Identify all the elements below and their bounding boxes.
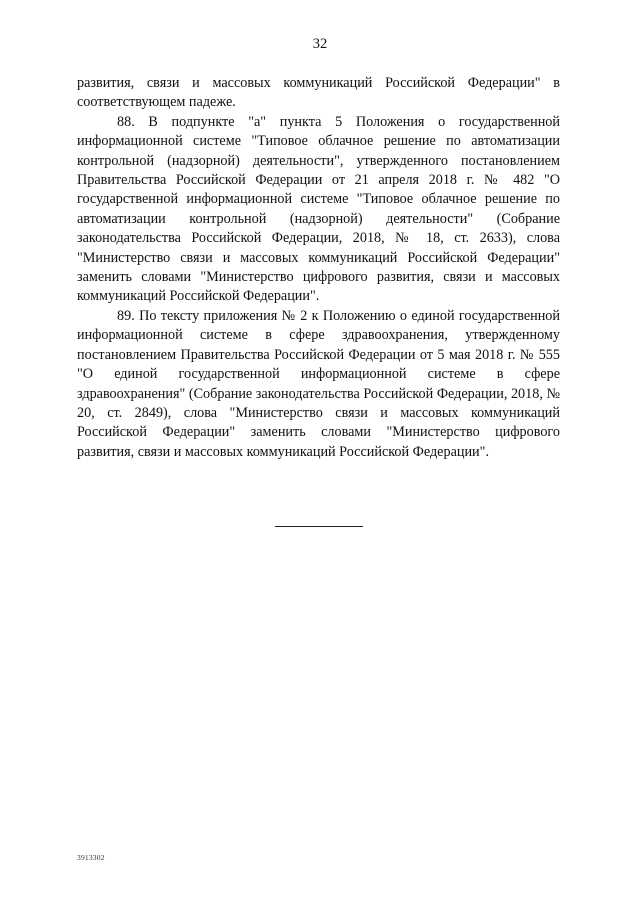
document-code: 3913302 <box>77 853 105 862</box>
document-body <box>77 74 560 462</box>
paragraph-item-89: 89. По тексту приложения № 2 к Положению о единой государственной информационной системе в сфере здравоохранения, утвержденному постановлением Правительства Российской Федерации от 5 мая 2018 г. № 555 "О единой государственной информационной системе в сфере здравоохранения" (Собрание законодательства Российской Федерации, 2018, № 20, ст. 2849), слова "Министерство связи и массовых коммуникаций Российской Федерации" заменить словами "Министерство цифрового развития, связи и массовых коммуникаций Российской Федерации". <box>77 307 560 460</box>
paragraph-continuation: развития, связи и массовых коммуникаций Российской Федерации" в соответствующем падеже. <box>77 75 560 111</box>
paragraph-item-88: 88. В подпункте "а" пункта 5 Положения о государственной информационной системе "Типовое облачное решение по автоматизации контрольной (надзорной) деятельности", утвержденного постановлением Правительства Российской Федерации от 21 апреля 2018 г. № 482 "О государственной информационной системе "Типовое облачное решение по автоматизации контрольной (надзорной) деятельности" (Собрание законодательства Российской Федерации, 2018, № 18, ст. 2633), слова "Министерство связи и массовых коммуникаций Российской Федерации" заменить словами "Министерство цифрового развития, связи и массовых коммуникаций Российской Федерации". <box>77 113 560 305</box>
end-separator-line <box>275 526 363 527</box>
page-number: 32 <box>312 36 328 52</box>
